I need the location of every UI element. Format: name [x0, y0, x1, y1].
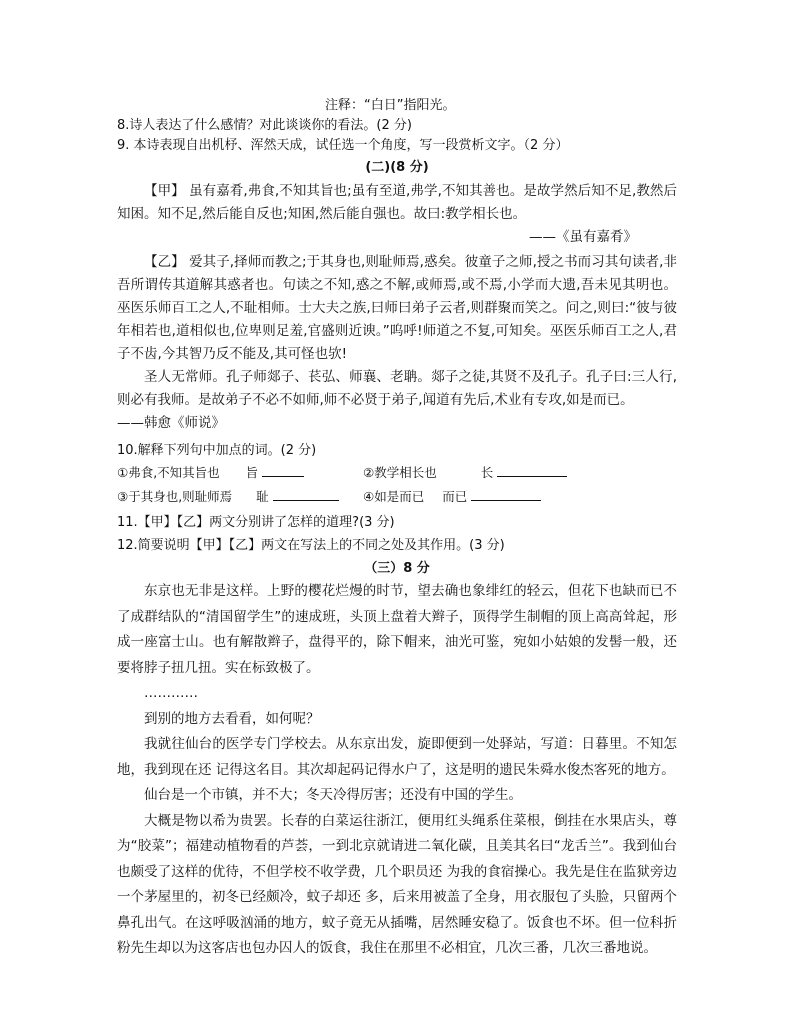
section-3-ellipsis: ………… — [144, 685, 198, 701]
jia-source: ——《虽有嘉肴》 — [529, 229, 637, 245]
question-11: 11.【甲】【乙】两文分别讲了怎样的道理?(3 分) — [117, 515, 395, 530]
document-page — [117, 96, 677, 962]
section-2-title: (二)(8 分) — [365, 160, 429, 175]
answer-blank[interactable] — [497, 462, 567, 477]
q10-word: 长 — [480, 465, 494, 480]
q10-word: 耻 — [256, 489, 269, 504]
section-3-paragraph-5: 大概是物以希为贵罢。长春的白菜运往浙江，便用红头绳系住菜根，倒挂在水果店头，尊为“胶菜”；福建动植物看的芦荟，一到北京就请进二氧化碳，且美其名曰“龙舌兰”。我到仙台也颇受了这样的优待，不但学校不收学费，几个职员还 为我的食宿操心。我先是住在监狱旁边一个茅屋里的，初冬已经颇冷，蚊子却还 多，后来用被盖了全身，用衣服包了头脸，只留两个鼻孔出气。在这呼吸汹涌的地方，蚊子竟无从插嘴，居然睡安稳了。饭食也不坏。但一位科折粉先生却以为这客店也包办囚人的饭食，我住在那里不必相宜，几次三番，几次三番地说。 — [117, 812, 677, 956]
section-3-title: （三）8 分 — [364, 561, 430, 576]
section-3-paragraph-2: 到别的地方去看看，如何呢？ — [144, 710, 320, 727]
question-12: 12.简要说明【甲】【乙】两文在写法上的不同之处及其作用。(3 分) — [117, 538, 505, 553]
section-3-paragraph-1: 东京也无非是这样。上野的樱花烂熳的时节，望去确也象绯红的轻云，但花下也缺而已不了成群结队的“清国留学生”的速成班，头顶上盘着大辫子，顶得学生制帽的顶上高高耸起，形成一座富士山。也有解散辫子，盘得平的，除下帽来，油光可鉴，宛如小姑娘的发髻一般，还 要将脖子扭几扭。实在标致极了。 — [117, 583, 677, 676]
poem-note: 注释：“白日”指阳光。 — [325, 98, 456, 113]
q10-row-2 — [117, 485, 677, 509]
answer-blank[interactable] — [262, 462, 304, 477]
yi-passage-2: 圣人无常师。孔子师郯子、苌弘、师襄、老聃。郯子之徒,其贤不及孔子。孔子曰:三人行,则必有我师。是故弟子不必不如师,师不必贤于弟子,闻道有先后,术业有专攻,如是而已。 — [117, 369, 677, 408]
q10-row-1 — [117, 461, 677, 485]
q10-sentence: ①弗食,不知其旨也 — [117, 465, 220, 480]
q10-item — [363, 461, 609, 485]
jia-passage: 【甲】 虽有嘉肴,弗食,不知其旨也;虽有至道,弗学,不知其善也。是故学然后知不足,教然后知困。知不足,然后能自反也;知困,然后能自强也。故曰:教学相长也。 — [117, 183, 677, 222]
yi-passage-1: 【乙】 爱其子,择师而教之;于其身也,则耻师焉,惑矣。彼童子之师,授之书而习其句读者,非吾所谓传其道解其惑者也。句读之不知,惑之不解,或师焉,或不焉,小学而大遗,吾未见其明也。巫医乐师百工之人,不耻相师。士大夫之族,曰师曰弟子云者,则群聚而笑之。问之,则曰:“彼与彼年相若也,道相似也,位卑则足羞,官盛则近谀。”呜呼!师道之不复,可知矣。巫医乐师百工之人,君子不齿,今其智乃反不能及,其可怪也欤! — [117, 254, 677, 362]
question-10: 10.解释下列句中加点的词。(2 分) — [117, 443, 317, 458]
q10-item — [363, 485, 609, 509]
q10-item — [117, 485, 363, 509]
q10-item — [117, 461, 363, 485]
answer-blank[interactable] — [471, 486, 541, 501]
section-3-paragraph-3: 我就往仙台的医学专门学校去。从东京出发，旋即便到一处驿站，写道：日暮里。不知怎地，我到现在还 记得这名目。其次却起码记得水户了，这是明的遗民朱舜水俊杰客死的地方。 — [117, 736, 677, 778]
section-3-paragraph-4: 仙台是一个市镇，并不大；冬天冷得厉害；还没有中国的学生。 — [144, 787, 522, 803]
q10-word: 旨 — [245, 465, 259, 480]
answer-blank[interactable] — [273, 486, 339, 501]
q10-sentence: ④如是而已 — [363, 489, 425, 504]
question-9: 9. 本诗表现自出机杼、浑然天成，试任选一个角度，写一段赏析文字。（2 分） — [117, 138, 569, 153]
question-8: 8.诗人表达了什么感情？对此谈谈你的看法。(2 分) — [117, 118, 412, 133]
q10-sentence: ②教学相长也 — [363, 465, 437, 480]
yi-source: ——韩愈《师说》 — [117, 415, 225, 431]
q10-sentence: ③于其身也,则耻师焉 — [117, 489, 233, 504]
q10-word: 而已 — [442, 489, 468, 504]
